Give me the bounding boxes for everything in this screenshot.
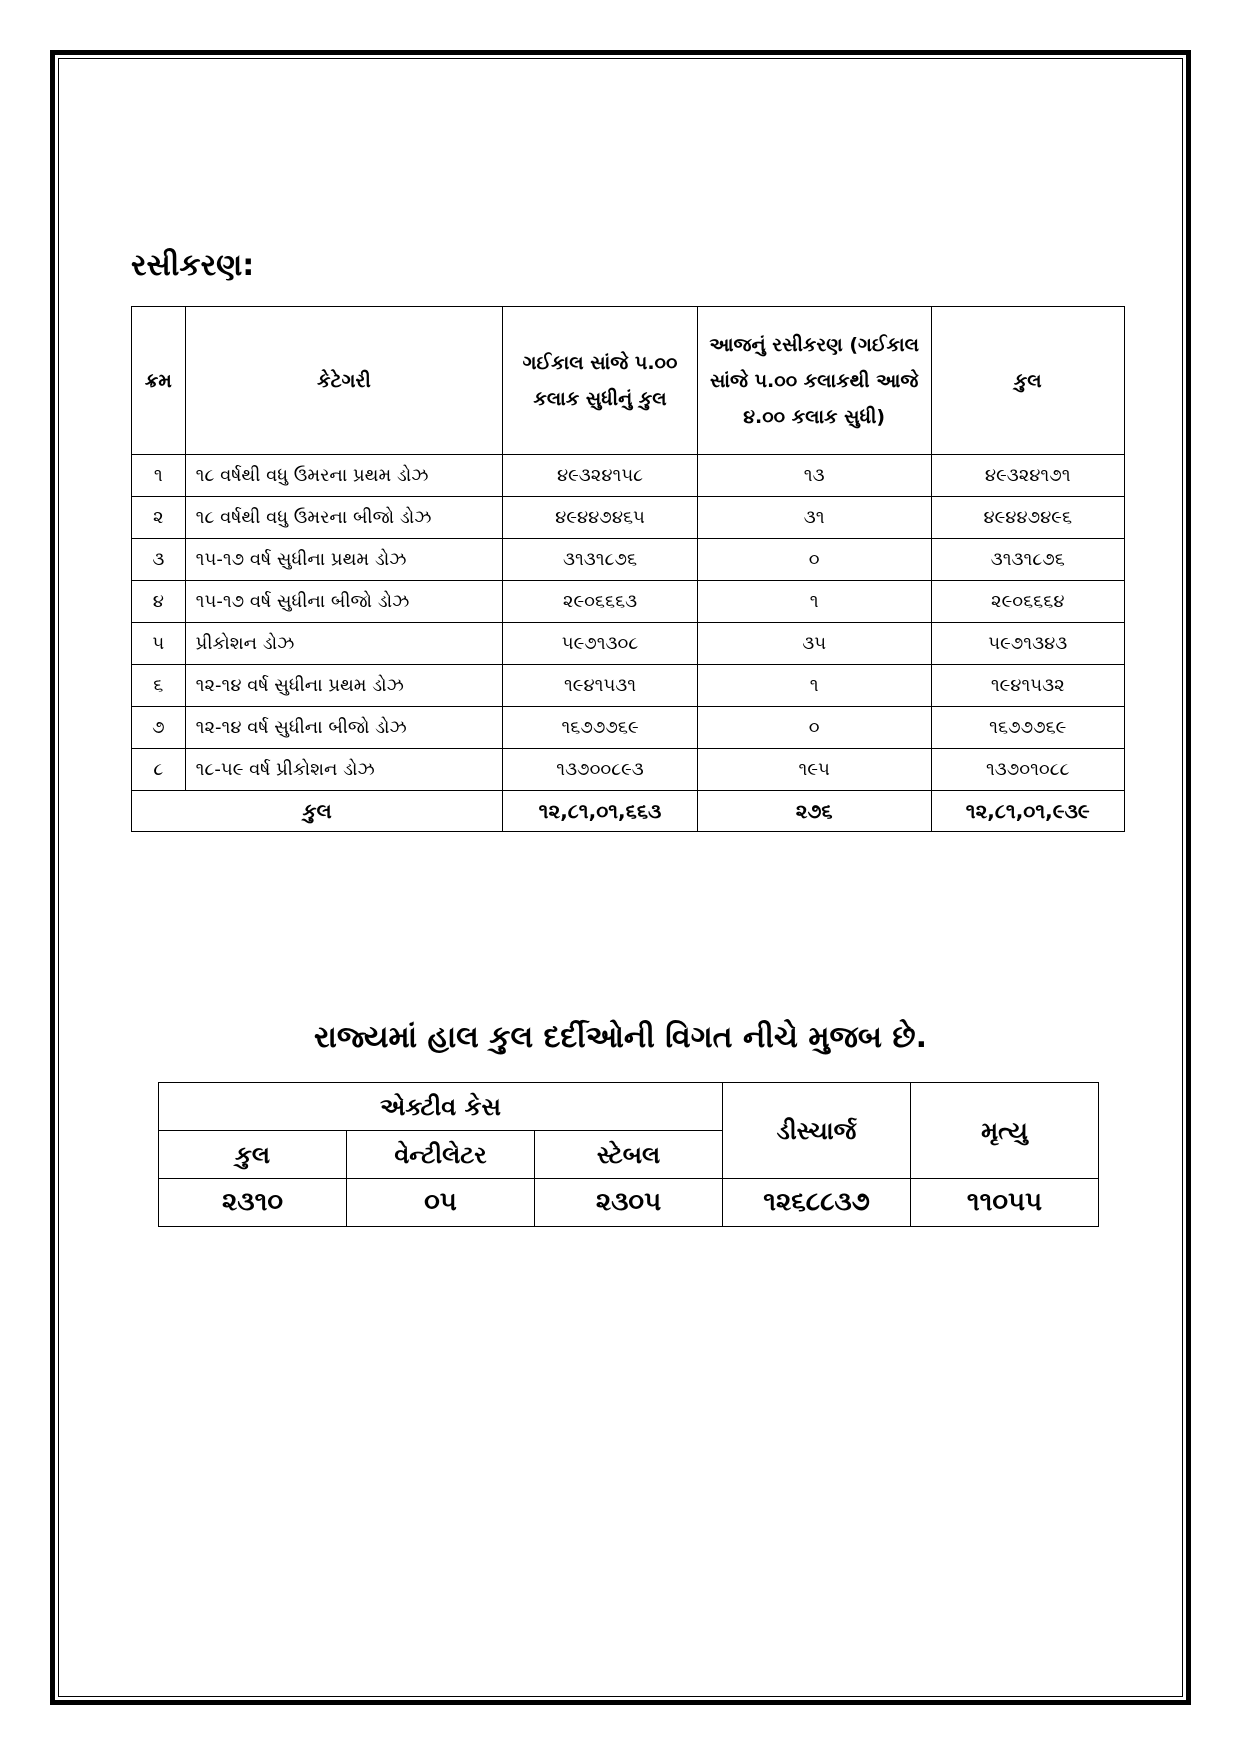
table-row [132, 497, 1125, 539]
cell-total: ૧૬૭૭૭૬૯ [931, 707, 1124, 749]
header-serial: ક્રમ [132, 307, 186, 455]
cell-till-yesterday: ૫૯૭૧૩૦૮ [503, 623, 698, 665]
value-ventilator: ૦૫ [347, 1179, 535, 1227]
cell-category: ૧૮-૫૯ વર્ષ પ્રીકોશન ડોઝ [185, 749, 503, 791]
patients-header-row [159, 1083, 1099, 1131]
cell-total: ૫૯૭૧૩૪૩ [931, 623, 1124, 665]
patients-table [158, 1082, 1099, 1227]
total-grand: ૧૨,૮૧,૦૧,૯૩૯ [931, 791, 1124, 832]
total-label: કુલ [132, 791, 503, 832]
cell-serial: ૪ [132, 581, 186, 623]
table-row [132, 539, 1125, 581]
cell-serial: ૧ [132, 455, 186, 497]
cell-today: ૧૩ [697, 455, 931, 497]
cell-today: ૦ [697, 539, 931, 581]
vaccination-table [131, 306, 1125, 832]
table-row [132, 623, 1125, 665]
table-row [132, 455, 1125, 497]
cell-serial: ૨ [132, 497, 186, 539]
cell-today: ૧ [697, 665, 931, 707]
cell-till-yesterday: ૪૯૪૪૭૪૬૫ [503, 497, 698, 539]
cell-serial: ૬ [132, 665, 186, 707]
header-today: આજનું રસીકરણ (ગઈકાલ સાંજે ૫.૦૦ કલાકથી આજે ૪.૦૦ કલાક સુધી) [697, 307, 931, 455]
patients-values-row [159, 1179, 1099, 1227]
cell-serial: ૮ [132, 749, 186, 791]
vaccination-total-row [132, 791, 1125, 832]
cell-till-yesterday: ૧૩૭૦૦૮૯૩ [503, 749, 698, 791]
header-deaths: મૃત્યુ [911, 1083, 1099, 1179]
header-till-yesterday: ગઈકાલ સાંજે ૫.૦૦ કલાક સુધીનું કુલ [503, 307, 698, 455]
cell-category: ૧૨-૧૪ વર્ષ સુધીના બીજો ડોઝ [185, 707, 503, 749]
value-deaths: ૧૧૦૫૫ [911, 1179, 1099, 1227]
table-row [132, 707, 1125, 749]
vaccination-header-row [132, 307, 1125, 455]
value-stable: ૨૩૦૫ [535, 1179, 723, 1227]
header-stable: સ્ટેબલ [535, 1131, 723, 1179]
cell-serial: ૭ [132, 707, 186, 749]
cell-till-yesterday: ૧૬૭૭૭૬૯ [503, 707, 698, 749]
header-category: કેટેગરી [185, 307, 503, 455]
vaccination-title: રસીકરણ: [131, 248, 255, 283]
cell-category: ૧૫-૧૭ વર્ષ સુધીના પ્રથમ ડોઝ [185, 539, 503, 581]
total-till-yesterday: ૧૨,૮૧,૦૧,૬૬૩ [503, 791, 698, 832]
cell-today: ૧ [697, 581, 931, 623]
cell-total: ૩૧૩૧૮૭૬ [931, 539, 1124, 581]
page-border-inner [58, 58, 1183, 1697]
header-total: કુલ [931, 307, 1124, 455]
table-row [132, 749, 1125, 791]
table-row [132, 581, 1125, 623]
value-active-total: ૨૩૧૦ [159, 1179, 347, 1227]
cell-total: ૨૯૦૬૬૬૪ [931, 581, 1124, 623]
cell-total: ૪૯૩૨૪૧૭૧ [931, 455, 1124, 497]
value-discharged: ૧૨૬૮૮૩૭ [723, 1179, 911, 1227]
cell-serial: ૩ [132, 539, 186, 581]
cell-total: ૧૩૭૦૧૦૮૮ [931, 749, 1124, 791]
cell-till-yesterday: ૧૯૪૧૫૩૧ [503, 665, 698, 707]
cell-category: ૧૮ વર્ષથી વધુ ઉમરના બીજો ડોઝ [185, 497, 503, 539]
cell-today: ૦ [697, 707, 931, 749]
patients-heading: રાજ્યમાં હાલ કુલ દર્દીઓની વિગત નીચે મુજબ છે. [313, 1020, 928, 1055]
cell-today: ૩૫ [697, 623, 931, 665]
cell-till-yesterday: ૪૯૩૨૪૧૫૮ [503, 455, 698, 497]
cell-today: ૩૧ [697, 497, 931, 539]
cell-category: પ્રીકોશન ડોઝ [185, 623, 503, 665]
cell-category: ૧૨-૧૪ વર્ષ સુધીના પ્રથમ ડોઝ [185, 665, 503, 707]
cell-total: ૪૯૪૪૭૪૯૬ [931, 497, 1124, 539]
header-active-cases: એક્ટીવ કેસ [159, 1083, 723, 1131]
cell-category: ૧૮ વર્ષથી વધુ ઉમરના પ્રથમ ડોઝ [185, 455, 503, 497]
total-today: ૨૭૬ [697, 791, 931, 832]
cell-total: ૧૯૪૧૫૩૨ [931, 665, 1124, 707]
header-discharged: ડીસ્ચાર્જ [723, 1083, 911, 1179]
cell-till-yesterday: ૩૧૩૧૮૭૬ [503, 539, 698, 581]
cell-serial: ૫ [132, 623, 186, 665]
header-active-total: કુલ [159, 1131, 347, 1179]
cell-till-yesterday: ૨૯૦૬૬૬૩ [503, 581, 698, 623]
header-ventilator: વેન્ટીલેટર [347, 1131, 535, 1179]
cell-today: ૧૯૫ [697, 749, 931, 791]
cell-category: ૧૫-૧૭ વર્ષ સુધીના બીજો ડોઝ [185, 581, 503, 623]
table-row [132, 665, 1125, 707]
